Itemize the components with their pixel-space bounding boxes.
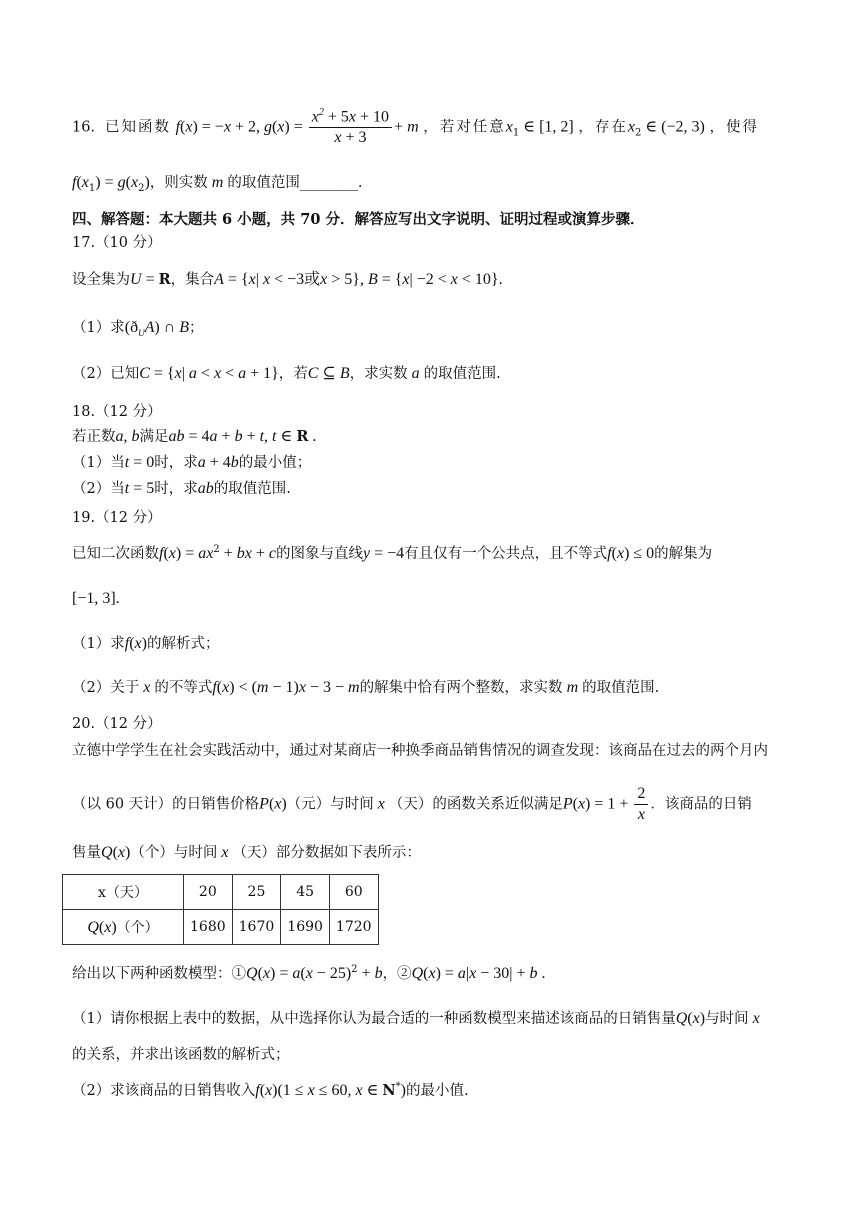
q20-part2: （2）求该商品的日销售收入f(x)(1 ≤ x ≤ 60, x ∈ N*)的最小值. [72, 1081, 469, 1099]
q20-part1: （1）请你根据上表中的数据，从中选择你认为最合适的一种函数模型来描述该商品的日销售量Q(x)与时间 x [72, 1010, 760, 1027]
table-header-days: x（天） [63, 875, 184, 910]
table-cell: 25 [232, 875, 281, 910]
table-cell: 1720 [329, 910, 378, 945]
q19-header: 19.（12 分） [72, 510, 162, 526]
q19-part2: （2）关于 x 的不等式f(x) < (m − 1)x − 3 − m的解集中恰有两个整数，求实数 m 的取值范围. [72, 679, 660, 696]
q16-functions: f [175, 118, 181, 136]
q20-line3: 售量Q(x)（个）与时间 x （天）部分数据如下表所示： [72, 844, 421, 861]
q20-line2: （以 60 天计）的日销售价格P(x)（元）与时间 x （天）的函数关系近似满足P(x) = 1 + $\frac{2}{x}$ ．该商品的日销 [72, 785, 752, 823]
q18-part2: （2）当t = 5时，求ab的取值范围. [72, 480, 291, 497]
q20-part1-cont: 的关系，并求出该函数的解析式； [72, 1047, 290, 1063]
sales-table [62, 874, 379, 945]
q16-fraction: $\frac{x^2 + 5x + 10}{x + 3}$ [309, 107, 392, 148]
q17-part2: （2）已知C = {x| a < x < a + 1}，若C ⊆ B，求实数 a 的取值范围. [72, 365, 501, 382]
q19-part1: （1）求f(x)的解析式； [72, 635, 220, 652]
q16-line2: $f(x_1) = g(x_2)$，则实数 m 的取值范围________. [72, 174, 363, 194]
table-row [63, 875, 379, 910]
table-cell: 20 [184, 875, 233, 910]
q20-models: 给出以下两种函数模型：①Q(x) = $a(x - 25)^2 + b$，②Q(x) = a|x − 30| + b . [72, 964, 546, 982]
q18-part1: （1）当t = 0时，求a + 4b的最小值； [72, 454, 312, 471]
table-row [63, 910, 379, 945]
q19-stem-cont: [−1, 3]. [72, 590, 120, 607]
table-cell: 1680 [184, 910, 233, 945]
q20-line1: 立德中学学生在社会实践活动中，通过对某商店一种换季商品销售情况的调查发现：该商品在过去的两个月内 [72, 743, 768, 759]
table-cell: 1670 [232, 910, 281, 945]
section4-heading: 四、解答题：本大题共 6 小题，共 70 分．解答应写出文字说明、证明过程或演算步骤． [72, 211, 645, 228]
table-header-sales: Q(x)（个） [63, 910, 184, 945]
q16-line1: 16．已知函数 f(x) = −x + 2, g(x) = $\frac{x^2 + 5x + 10}{x + 3}$ + m ，若对任意$x_1$ ∈ [1, 2] ，存在$x_2$ ∈ (−2, 3) ，使得 [72, 107, 759, 147]
table-cell: 60 [329, 875, 378, 910]
table-cell: 45 [281, 875, 330, 910]
q19-stem: 已知二次函数$f(x) = ax^2$ + bx + c的图象与直线y = −4有且仅有一个公共点，且不等式f(x) ≤ 0的解集为 [72, 544, 713, 562]
q18-header: 18.（12 分） [72, 404, 162, 420]
q17-stem: 设全集为U = R，集合A = {x| x < −3或x > 5}, B = {x| −2 < x < 10}. [72, 271, 503, 288]
q17-part1: （1）求$(ð_UA)$ ∩ B； [72, 319, 204, 338]
q18-stem: 若正数a, b满足ab = 4a + b + t, t ∈ R . [72, 428, 317, 445]
q20-header: 20.（12 分） [72, 716, 162, 732]
q17-header: 17.（10 分） [72, 235, 162, 251]
table-cell: 1690 [281, 910, 330, 945]
q20-price-fraction: $\frac{2}{x}$ [634, 784, 648, 825]
